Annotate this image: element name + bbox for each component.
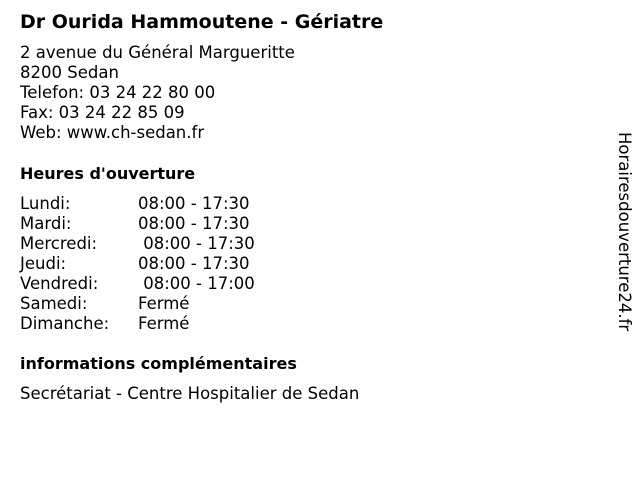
hours-time: 08:00 - 17:30 xyxy=(138,234,255,253)
hours-row-samedi xyxy=(20,294,255,314)
hours-time: 08:00 - 17:30 xyxy=(138,214,250,233)
hours-row-lundi xyxy=(20,194,255,214)
page-title: Dr Ourida Hammoutene - Gériatre xyxy=(20,11,384,33)
hours-time: 08:00 - 17:00 xyxy=(138,274,255,293)
web-line: Web: www.ch-sedan.fr xyxy=(20,123,205,142)
hours-time: Fermé xyxy=(138,294,190,313)
hours-day: Vendredi: xyxy=(20,274,99,293)
hours-day: Dimanche: xyxy=(20,314,110,333)
hours-day: Mercredi: xyxy=(20,234,98,253)
hours-row-mercredi xyxy=(20,234,255,254)
hours-day: Jeudi: xyxy=(20,254,67,273)
hours-time: Fermé xyxy=(138,314,190,333)
hours-time: 08:00 - 17:30 xyxy=(138,194,250,213)
additional-info-heading: informations complémentaires xyxy=(20,354,297,373)
phone-line: Telefon: 03 24 22 80 00 xyxy=(20,83,216,102)
address-city: 8200 Sedan xyxy=(20,63,119,82)
hours-day: Lundi: xyxy=(20,194,71,213)
hours-row-jeudi xyxy=(20,254,255,274)
address-block xyxy=(20,43,295,143)
hours-day: Samedi: xyxy=(20,294,88,313)
fax-line: Fax: 03 24 22 85 09 xyxy=(20,103,185,122)
opening-hours-heading: Heures d'ouverture xyxy=(20,164,196,183)
hours-day: Mardi: xyxy=(20,214,72,233)
address-street: 2 avenue du Général Margueritte xyxy=(20,43,295,62)
hours-time: 08:00 - 17:30 xyxy=(138,254,250,273)
hours-row-dimanche xyxy=(20,314,255,334)
side-brand-watermark: Horairesdouverture24.fr xyxy=(615,132,634,332)
opening-hours-table xyxy=(20,194,255,334)
hours-row-mardi xyxy=(20,214,255,234)
hours-row-vendredi xyxy=(20,274,255,294)
additional-info-text: Secrétariat - Centre Hospitalier de Sedan xyxy=(20,384,360,403)
